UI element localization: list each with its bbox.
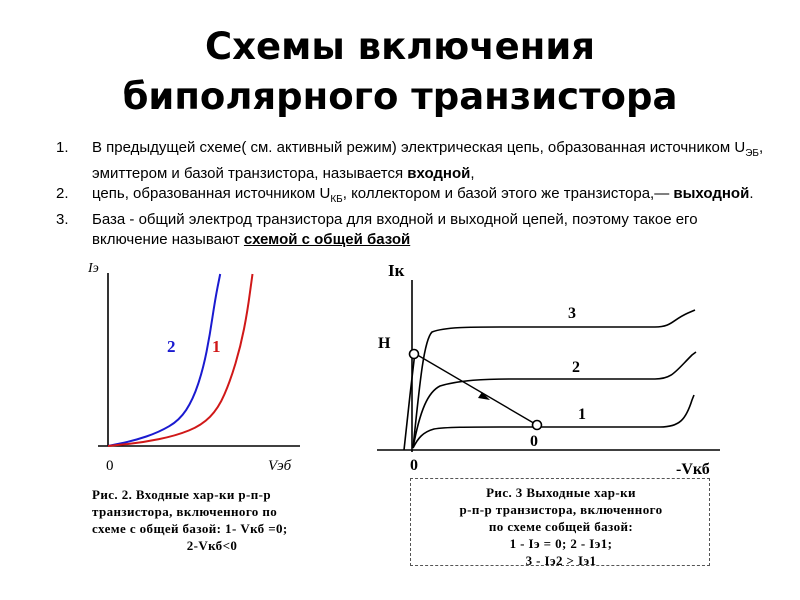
point-text: цепь, образованная источником U <box>92 185 331 202</box>
y-axis-label: Iк <box>388 261 405 280</box>
curve-label-2: 2 <box>167 337 176 356</box>
caption-line: 2-Vкб<0 <box>186 538 238 553</box>
list-number: 3. <box>56 211 69 228</box>
caption-line: р-п-р транзистора, включенного <box>459 502 663 517</box>
caption-line: Рис. 3 Выходные хар-ки <box>486 485 636 500</box>
caption-line: Рис. 2. Входные хар-ки р-п-р <box>92 487 271 502</box>
point-text: База - общий электрод транзистора для входной и выходной цепей, поэтому такое его включение называют <box>92 211 698 248</box>
curve-label-1: 1 <box>578 406 586 423</box>
caption-line: 1 - Iэ = 0; 2 - Iэ1; <box>509 536 613 551</box>
figure-1-caption <box>92 486 332 554</box>
curve-label-2: 2 <box>572 359 580 376</box>
curve-2 <box>413 352 696 448</box>
point-bold: входной <box>407 165 471 182</box>
curve-1 <box>108 274 253 446</box>
point-0-label: 0 <box>530 433 538 450</box>
point-0-marker <box>533 421 542 430</box>
curve-2 <box>108 274 220 446</box>
list-number: 1. <box>56 139 69 156</box>
list-number: 2. <box>56 185 69 202</box>
point-text: , эмиттером и базой транзистора, называется <box>92 139 764 182</box>
caption-line: по схеме собщей базой: <box>488 519 634 534</box>
point-subscript: ЭБ <box>745 148 759 159</box>
origin-label: 0 <box>106 458 114 474</box>
caption-line: схеме с общей базой: 1- Vкб =0; <box>92 521 288 536</box>
load-line <box>414 353 537 425</box>
figure-2-caption <box>416 484 706 569</box>
caption-line: транзистора, включенного по <box>92 504 278 519</box>
point-underline: схемой с общей базой <box>243 231 411 248</box>
point-bold: выходной <box>673 185 750 202</box>
point-h-label: Н <box>378 335 391 352</box>
x-axis-label: -Vкб <box>676 461 710 478</box>
curve-1 <box>413 395 694 448</box>
y-axis-label: Iэ <box>88 261 99 276</box>
point-text: , <box>470 165 475 182</box>
curve-label-1: 1 <box>212 337 221 356</box>
x-axis-label: Vэб <box>268 458 292 474</box>
curve-label-3: 3 <box>568 305 576 322</box>
point-subscript: КБ <box>330 194 343 205</box>
point-text: , коллектором и базой этого же транзистора,— <box>342 185 674 202</box>
point-text: . <box>749 185 754 202</box>
caption-line: 3 - Iэ2 > Iэ1 <box>525 553 597 568</box>
vertical-rise-line <box>404 352 415 450</box>
figure-1 <box>87 261 300 474</box>
figure-2 <box>377 261 720 478</box>
title-line-1: Схемы включения <box>204 25 596 68</box>
title-line-2: биполярного транзистора <box>122 75 678 118</box>
point-text: В предыдущей схеме( см. активный режим) электрическая цепь, образованная источником U <box>92 139 746 156</box>
origin-label: 0 <box>410 457 418 474</box>
point-h-marker <box>410 350 419 359</box>
